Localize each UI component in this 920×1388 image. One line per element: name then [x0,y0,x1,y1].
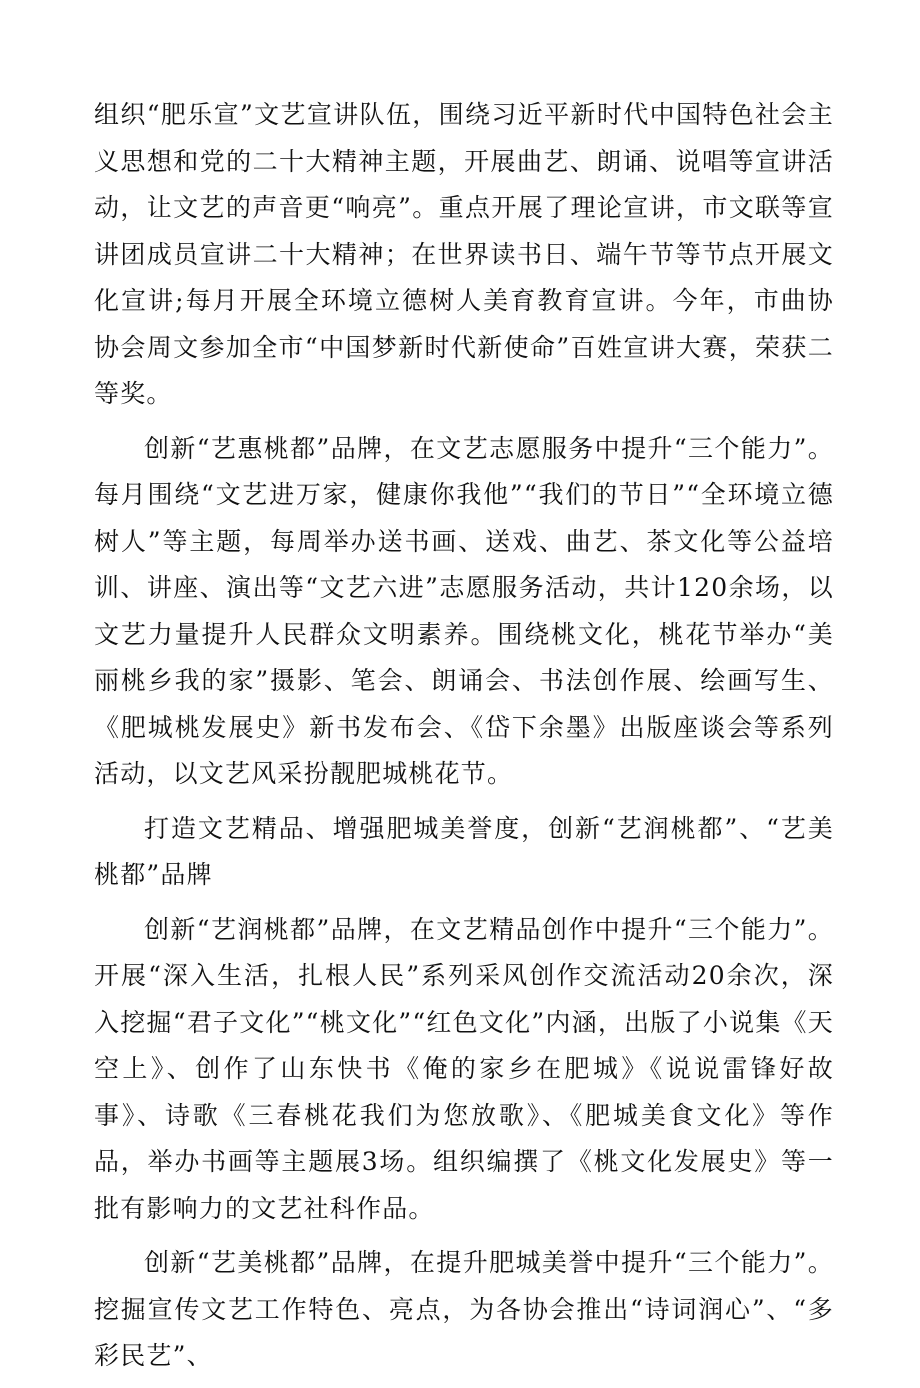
document-body [94,92,834,1388]
paragraph-1: 组织“肥乐宣”文艺宣讲队伍，围绕习近平新时代中国特色社会主义思想和党的二十大精神主题，开展曲艺、朗诵、说唱等宣讲活动，让文艺的声音更“响亮”。重点开展了理论宣讲，市文联等宣讲团成员宣讲二十大精神；在世界读书日、端午节等节点开展文化宣讲;每月开展全环境立德树人美育教育宣讲。今年，市曲协协会周文参加全市“中国梦新时代新使命”百姓宣讲大赛，荣获二等奖。 [94,100,834,408]
paragraph-2: 创新“艺惠桃都”品牌，在文艺志愿服务中提升“三个能力”。每月围绕“文艺进万家，健康你我他”“我们的节日”“全环境立德树人”等主题，每周举办送书画、送戏、曲艺、茶文化等公益培训、讲座、演出等“文艺六进”志愿服务活动，共计120余场，以文艺力量提升人民群众文明素养。围绕桃文化，桃花节举办“美丽桃乡我的家”摄影、笔会、朗诵会、书法创作展、绘画写生、《肥城桃发展史》新书发布会、《岱下余墨》出版座谈会等系列活动，以文艺风采扮靓肥城桃花节。 [94,433,834,788]
paragraph-3-heading: 打造文艺精品、增强肥城美誉度，创新“艺润桃都”、“艺美桃都”品牌 [94,813,834,889]
paragraph-5: 创新“艺美桃都”品牌，在提升肥城美誉中提升“三个能力”。挖掘宣传文艺工作特色、亮点，为各协会推出“诗词润心”、“多彩民艺”、 [94,1248,834,1370]
paragraph-4: 创新“艺润桃都”品牌，在文艺精品创作中提升“三个能力”。开展“深入生活，扎根人民”系列采风创作交流活动20余次，深入挖掘“君子文化”“桃文化”“红色文化”内涵，出版了小说集《天空上》、创作了山东快书《俺的家乡在肥城》《说说雷锋好故事》、诗歌《三春桃花我们为您放歌》、《肥城美食文化》等作品，举办书画等主题展3场。组织编撰了《桃文化发展史》等一批有影响力的文艺社科作品。 [94,914,834,1223]
